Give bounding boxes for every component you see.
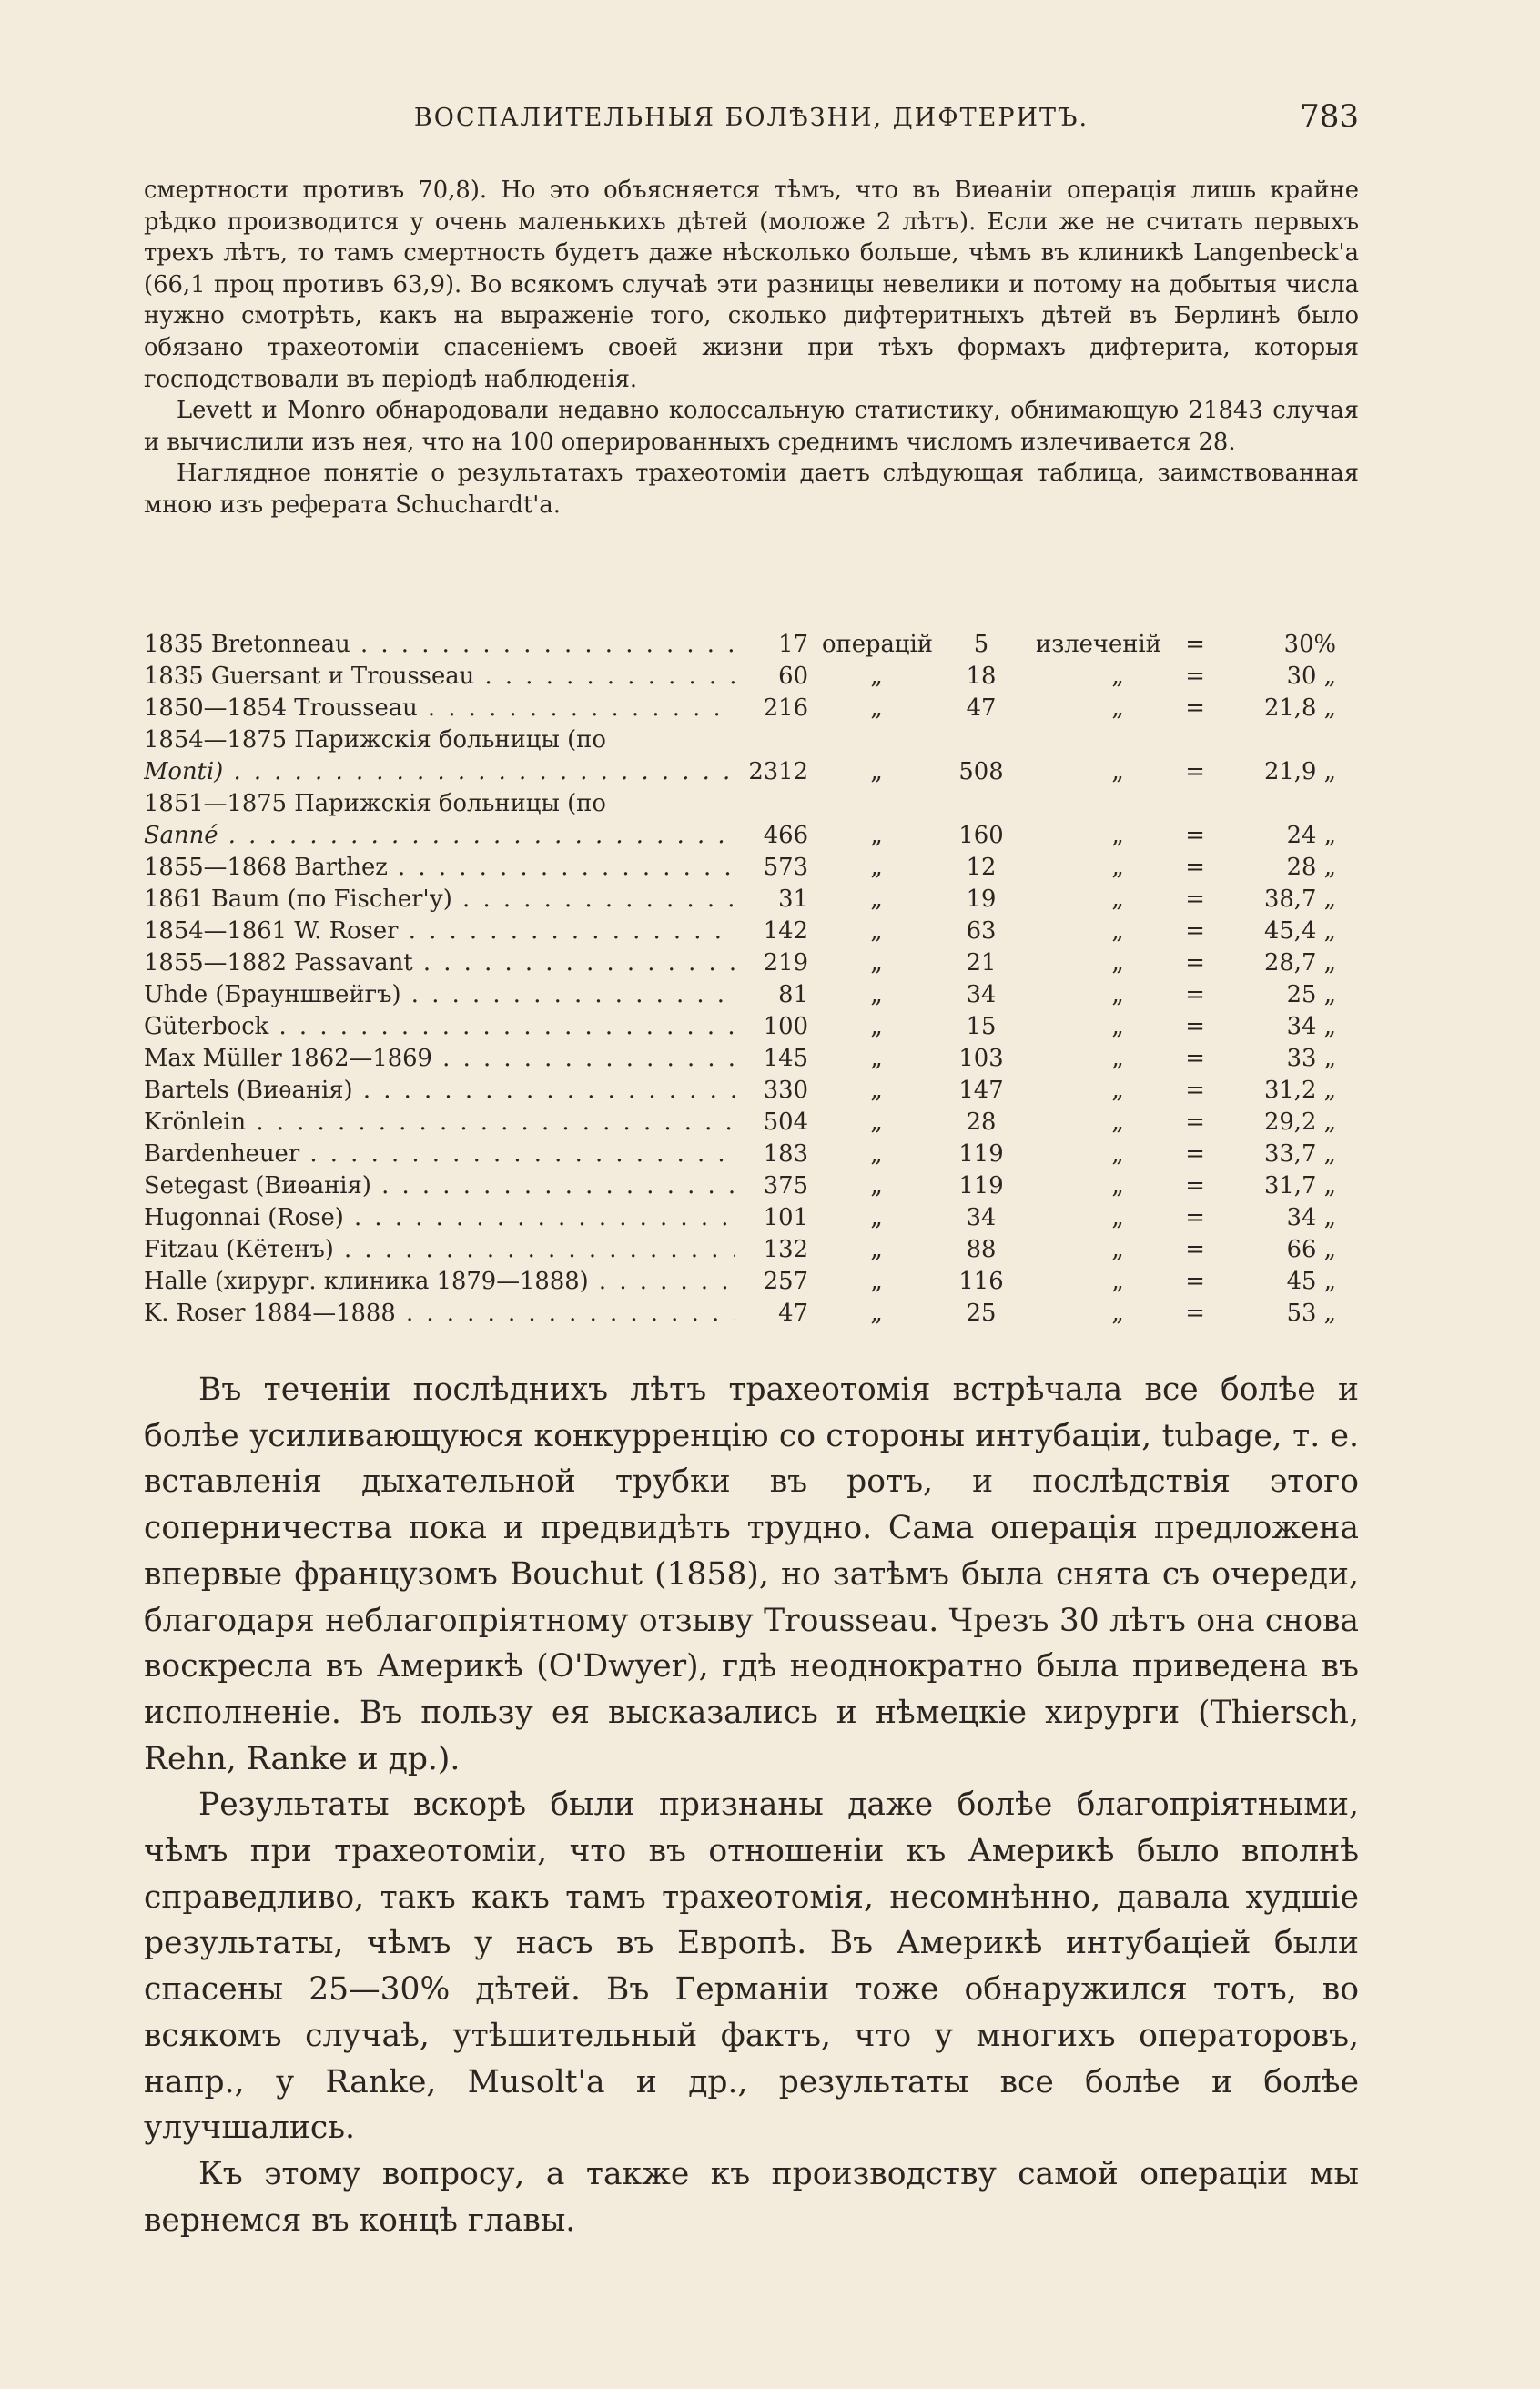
cure-percentage: 24 „ [1286,822,1336,849]
equals-sign: = [1185,758,1205,785]
ditto-mark: „ [870,1300,883,1327]
cured-count: 21 [966,949,997,977]
cure-percentage: 34 „ [1286,1013,1336,1040]
row-source-cell [144,1139,735,1170]
table-row [144,884,1359,916]
ditto-mark: „ [1111,1140,1124,1168]
table-row [144,979,1359,1011]
paragraph-conclusion: Къ этому вопросу, а также къ производству самой операціи мы вернемся въ концѣ главы. [144,2155,1359,2239]
row-source-cell [144,1107,735,1139]
ditto-mark: „ [1111,1204,1124,1231]
cure-percentage: 21,8 „ [1263,694,1336,722]
row-source-cell [144,1202,735,1234]
table-row [144,1107,1359,1139]
cured-count: 116 [958,1268,1004,1295]
table-row [144,1234,1359,1266]
ditto-mark: „ [870,854,883,881]
cure-percentage: 33 „ [1286,1045,1336,1072]
tracheotomy-statistics-table [144,629,1359,1330]
equals-sign: = [1185,1045,1205,1072]
paragraph-levett-monro: Levett и Monro обнародовали недавно колоссальную статистику, обнимающую 21843 случая и вычислили изъ нея, что на 100 оперированныхъ среднимъ числомъ излечивается 28. [144,397,1359,456]
ditto-mark: „ [1111,1300,1124,1327]
operations-count: 60 [778,663,808,690]
operations-count: 330 [763,1077,808,1104]
cure-percentage: 45,4 „ [1263,917,1336,945]
ditto-mark: „ [1111,1077,1124,1104]
cure-percentage: 28 „ [1286,854,1336,881]
ditto-mark: „ [870,822,883,849]
row-source-label-continued: Sanné . . . [144,820,735,852]
equals-sign: = [1185,1204,1205,1231]
equals-sign: = [1185,917,1205,945]
ditto-mark: „ [870,1108,883,1136]
operations-word: операцій [822,631,933,658]
row-source-label: 1854—1861 W. Roser . . . [144,916,735,947]
operations-count: 183 [763,1140,808,1168]
operations-count: 466 [763,822,808,849]
ditto-mark: „ [870,758,883,785]
cure-percentage: 30 „ [1286,663,1336,690]
operations-count: 145 [763,1045,808,1072]
cured-count: 88 [966,1236,997,1263]
ditto-mark: „ [870,1045,883,1072]
ditto-mark: „ [870,1140,883,1168]
table-row [144,724,1359,788]
cured-count: 34 [966,981,997,1008]
operations-count: 101 [763,1204,808,1231]
ditto-mark: „ [870,1172,883,1200]
row-source-cell [144,947,735,979]
cure-percentage: 31,7 „ [1263,1172,1336,1200]
ditto-mark: „ [1111,1172,1124,1200]
table-row [144,1266,1359,1298]
cure-percentage: 21,9 „ [1263,758,1336,785]
row-source-label: 1861 Baum (по Fischer'у) . . . [144,884,735,916]
running-title: ВОСПАЛИТЕЛЬНЫЯ БОЛѢЗНИ, ДИФТЕРИТЪ. [413,104,1089,132]
table-row [144,1011,1359,1043]
cured-count: 160 [958,822,1004,849]
table-row [144,661,1359,693]
operations-count: 219 [763,949,808,977]
equals-sign: = [1185,1236,1205,1263]
table-row [144,947,1359,979]
operations-count: 573 [763,854,808,881]
cured-count: 19 [966,886,997,913]
operations-count: 2312 [748,758,808,785]
row-source-label: 1835 Bretonneau . . . [144,629,735,661]
row-source-cell [144,916,735,947]
equals-sign: = [1185,1077,1205,1104]
equals-sign: = [1185,694,1205,722]
row-source-cell [144,884,735,916]
cure-percentage: 34 „ [1286,1204,1336,1231]
row-source-cell [144,1266,735,1298]
table-row [144,1202,1359,1234]
ditto-mark: „ [1111,1268,1124,1295]
ditto-mark: „ [870,1077,883,1104]
page-header [144,91,1359,146]
equals-sign: = [1185,886,1205,913]
cured-count: 18 [966,663,997,690]
row-source-cell [144,1234,735,1266]
ditto-mark: „ [1111,1013,1124,1040]
ditto-mark: „ [1111,694,1124,722]
cure-percentage: 25 „ [1286,981,1336,1008]
paragraph-mortality: смертности противъ 70,8). Но это объясняется тѣмъ, что въ Виѳаніи операція лишь крайне рѣдко производится у очень маленькихъ дѣтей (моложе 2 лѣтъ). Если же не считать первыхъ трехъ лѣтъ, то тамъ смертность будетъ даже нѣсколько больше, чѣмъ въ клиникѣ Langenbeck'а (66,1 проц противъ 63,9). Во всякомъ случаѣ эти разницы невелики и потому на добытыя числа нужно смотрѣть, какъ на выраженіе того, сколько дифтеритныхъ дѣтей въ Берлинѣ было обязано трахеотоміи спасеніемъ своей жизни при тѣхъ формахъ дифтерита, которыя господствовали въ періодѣ наблюденія. [144,177,1359,393]
row-source-label: 1854—1875 Парижскія больницы (по [144,726,606,754]
operations-count: 216 [763,694,808,722]
operations-count: 31 [778,886,808,913]
row-source-cell [144,1298,735,1330]
row-source-cell [144,629,735,661]
ditto-mark: „ [870,886,883,913]
cure-percentage: 31,2 „ [1263,1077,1336,1104]
cure-percentage: 28,7 „ [1263,949,1336,977]
equals-sign: = [1185,1108,1205,1136]
cure-percentage: 66 „ [1286,1236,1336,1263]
table-row [144,1043,1359,1075]
ditto-mark: „ [1111,663,1124,690]
ditto-mark: „ [870,1204,883,1231]
equals-sign: = [1185,1268,1205,1295]
equals-sign: = [1185,1172,1205,1200]
equals-sign: = [1185,631,1205,658]
cured-count: 508 [958,758,1004,785]
table-row [144,788,1359,852]
equals-sign: = [1185,854,1205,881]
ditto-mark: „ [1111,949,1124,977]
table-row [144,916,1359,947]
row-source-label: Bardenheuer . . . [144,1139,735,1170]
cure-percentage: 45 „ [1286,1268,1336,1295]
paragraph-intubation: Въ теченіи послѣднихъ лѣтъ трахеотомія встрѣчала все болѣе и болѣе усиливающуюся конкурренцію со стороны интубаціи, tubage, т. е. вставленія дыхательной трубки въ ротъ, и послѣдствія этого соперничества пока и предвидѣть трудно. Сама операція предложена впервые французомъ Bouchut (1858), но затѣмъ была снята съ очереди, благодаря неблагопріятному отзыву Trousseau. Чрезъ 30 лѣтъ она снова воскресла въ Америкѣ (O'Dwyer), гдѣ неоднократно была приведена въ исполненіе. Въ пользу ея высказались и нѣмецкіе хирурги (Thiersch, Rehn, Ranke и др.). [144,1372,1359,1777]
operations-count: 47 [778,1300,808,1327]
table-row [144,693,1359,724]
row-source-label: 1835 Guersant и Trousseau . . . [144,661,735,693]
cured-count: 119 [958,1172,1004,1200]
cured-count: 25 [966,1300,997,1327]
cured-count: 147 [958,1077,1004,1104]
operations-count: 375 [763,1172,808,1200]
equals-sign: = [1185,981,1205,1008]
row-source-label: Fitzau (Кётенъ) . . . [144,1234,735,1266]
equals-sign: = [1185,1013,1205,1040]
row-source-label: Güterbock . . . [144,1011,735,1043]
cured-count: 5 [973,631,989,658]
table-row [144,852,1359,884]
paragraph-results: Результаты вскорѣ были признаны даже болѣе благопріятными, чѣмъ при трахеотоміи, что въ отношеніи къ Америкѣ было вполнѣ справедливо, такъ какъ тамъ трахеотомія, несомнѣнно, давала худшіе результаты, чѣмъ у насъ въ Европѣ. Въ Америкѣ интубаціей были спасены 25—30% дѣтей. Въ Германіи тоже обнаружился тотъ, во всякомъ случаѣ, утѣшительный фактъ, что у многихъ операторовъ, напр., у Ranke, Musolt'а и др., результаты все болѣе и болѣе улучшались. [144,1787,1359,2147]
row-source-label: Setegast (Виѳанія) . . . [144,1170,735,1202]
ditto-mark: „ [870,981,883,1008]
table-row [144,1298,1359,1330]
page-number: 783 [1300,98,1359,135]
operations-count: 504 [763,1108,808,1136]
operations-count: 81 [778,981,808,1008]
cure-percentage: 33,7 „ [1263,1140,1336,1168]
equals-sign: = [1185,949,1205,977]
row-source-label: Krönlein . . . [144,1107,735,1139]
row-source-cell [144,693,735,724]
ditto-mark: „ [870,1236,883,1263]
operations-count: 257 [763,1268,808,1295]
operations-count: 142 [763,917,808,945]
operations-count: 100 [763,1013,808,1040]
row-source-cell [144,979,735,1011]
row-source-cell [144,1075,735,1107]
row-source-label: K. Roser 1884—1888 . . . [144,1298,735,1330]
cure-percentage: 53 „ [1286,1300,1336,1327]
row-source-cell [144,724,735,788]
cured-count: 119 [958,1140,1004,1168]
ditto-mark: „ [1111,1045,1124,1072]
row-source-label: Uhde (Брауншвейгъ) . . . [144,979,735,1011]
row-source-label: 1851—1875 Парижскія больницы (по [144,790,606,817]
row-source-label: Max Müller 1862—1869 . . . [144,1043,735,1075]
ditto-mark: „ [1111,886,1124,913]
row-source-label: 1855—1868 Barthez . . . [144,852,735,884]
small-print-section [144,175,1359,521]
table-row [144,1075,1359,1107]
ditto-mark: „ [870,917,883,945]
cure-percentage: 38,7 „ [1263,886,1336,913]
table-row [144,1170,1359,1202]
operations-count: 132 [763,1236,808,1263]
row-source-label: Halle (хирург. клиника 1879—1888) . . . [144,1266,735,1298]
equals-sign: = [1185,1140,1205,1168]
cured-count: 34 [966,1204,997,1231]
row-source-cell [144,852,735,884]
cured-count: 28 [966,1108,997,1136]
ditto-mark: „ [1111,1108,1124,1136]
ditto-mark: „ [1111,981,1124,1008]
ditto-mark: „ [1111,917,1124,945]
operations-count: 17 [778,631,808,658]
cured-count: 15 [966,1013,997,1040]
equals-sign: = [1185,822,1205,849]
row-source-cell [144,1170,735,1202]
ditto-mark: „ [870,1013,883,1040]
ditto-mark: „ [1111,758,1124,785]
row-source-label: 1855—1882 Passavant . . . [144,947,735,979]
cured-count: 12 [966,854,997,881]
row-source-label: Bartels (Виѳанія) . . . [144,1075,735,1107]
ditto-mark: „ [870,663,883,690]
equals-sign: = [1185,663,1205,690]
table-row [144,1139,1359,1170]
ditto-mark: „ [870,1268,883,1295]
cured-count: 63 [966,917,997,945]
row-source-label: Hugonnai (Rose) . . . [144,1202,735,1234]
row-source-cell [144,1011,735,1043]
ditto-mark: „ [1111,1236,1124,1263]
row-source-label: 1850—1854 Trousseau . . . [144,693,735,724]
row-source-cell [144,661,735,693]
paragraph-table-intro: Наглядное понятіе о результатахъ трахеотоміи даетъ слѣдующая таблица, заимствованная мною изъ реферата Schuchardt'а. [144,460,1359,519]
cured-count: 103 [958,1045,1004,1072]
main-text-section [144,1367,1359,2243]
cure-percentage: 30% [1283,631,1336,658]
row-source-label-continued: Monti) . . . [144,756,735,788]
cured-word: излеченій [1036,631,1161,658]
row-source-cell [144,788,735,852]
row-source-cell [144,1043,735,1075]
ditto-mark: „ [870,949,883,977]
ditto-mark: „ [870,694,883,722]
table-row [144,629,1359,661]
ditto-mark: „ [1111,854,1124,881]
ditto-mark: „ [1111,822,1124,849]
equals-sign: = [1185,1300,1205,1327]
cure-percentage: 29,2 „ [1263,1108,1336,1136]
cured-count: 47 [966,694,997,722]
